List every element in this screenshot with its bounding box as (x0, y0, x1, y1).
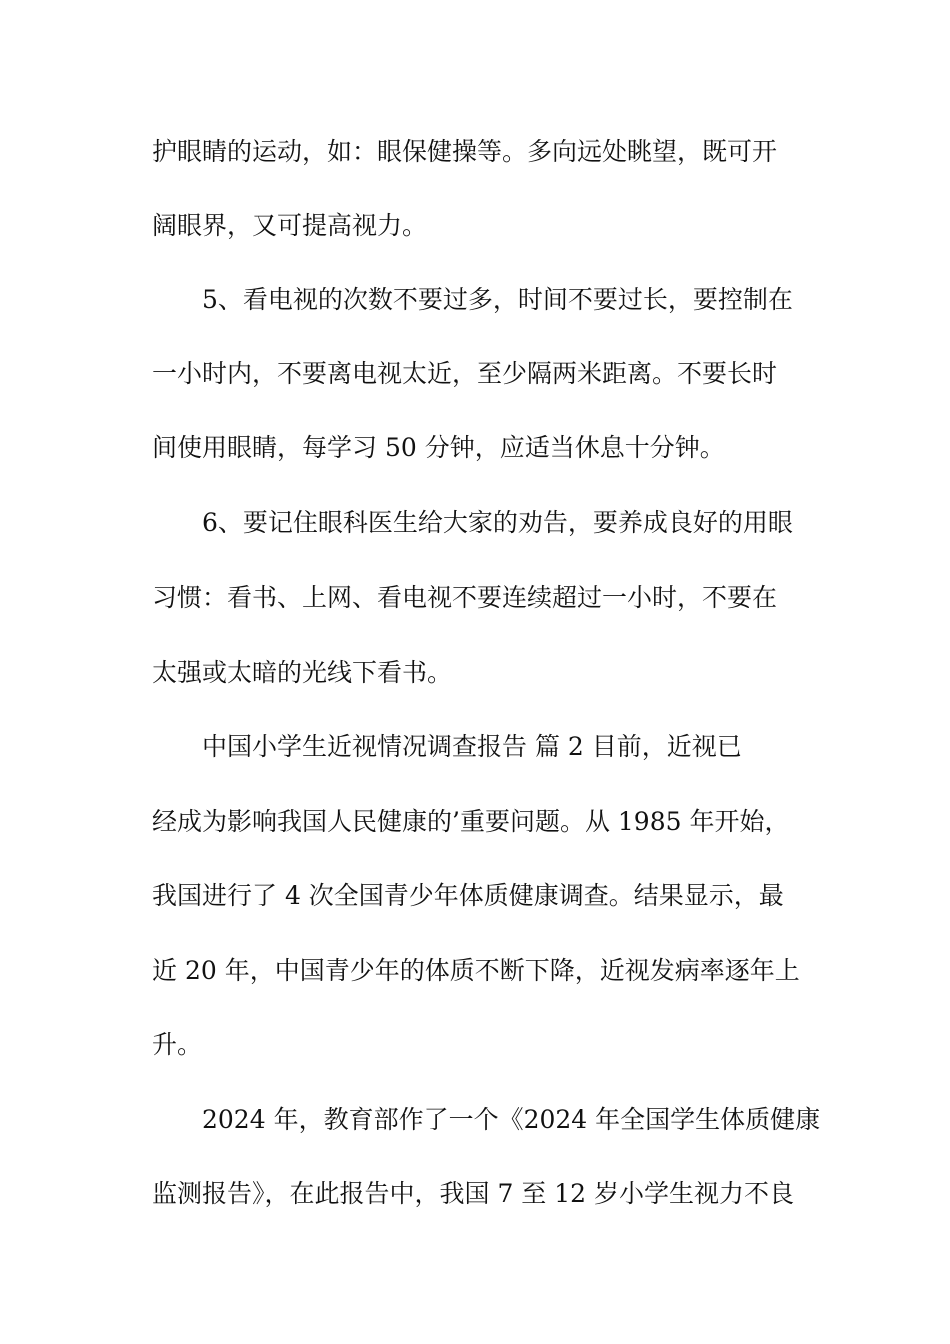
text-line: 一小时内，不要离电视太近，至少隔两米距离。不要长时 (152, 359, 778, 388)
text-line: 阔眼界，又可提高视力。 (152, 211, 428, 240)
text-line: 护眼睛的运动，如：眼保健操等。多向远处眺望，既可开 (152, 137, 778, 166)
text-line: 近 20 年，中国青少年的体质不断下降，近视发病率逐年上 (152, 956, 800, 985)
section-heading-line: 中国小学生近视情况调查报告 篇 2 目前，近视已 (202, 732, 742, 761)
text-line: 监测报告》，在此报告中，我国 7 至 12 岁小学生视力不良 (152, 1179, 795, 1208)
paragraph-start: 2024 年，教育部作了一个《2024 年全国学生体质健康 (202, 1105, 821, 1134)
text-line: 间使用眼睛，每学习 50 分钟，应适当休息十分钟。 (152, 433, 725, 462)
paragraph-start: 5、看电视的次数不要过多，时间不要过长，要控制在 (202, 285, 793, 314)
paragraph-start: 6、要记住眼科医生给大家的劝告，要养成良好的用眼 (202, 508, 793, 537)
text-line: 经成为影响我国人民健康的’重要问题。从 1985 年开始， (152, 807, 790, 836)
text-line: 升。 (152, 1030, 203, 1059)
text-line: 我国进行了 4 次全国青少年体质健康调查。结果显示，最 (152, 881, 784, 910)
text-line: 习惯：看书、上网、看电视不要连续超过一小时，不要在 (152, 583, 778, 612)
text-line: 太强或太暗的光线下看书。 (152, 658, 453, 687)
